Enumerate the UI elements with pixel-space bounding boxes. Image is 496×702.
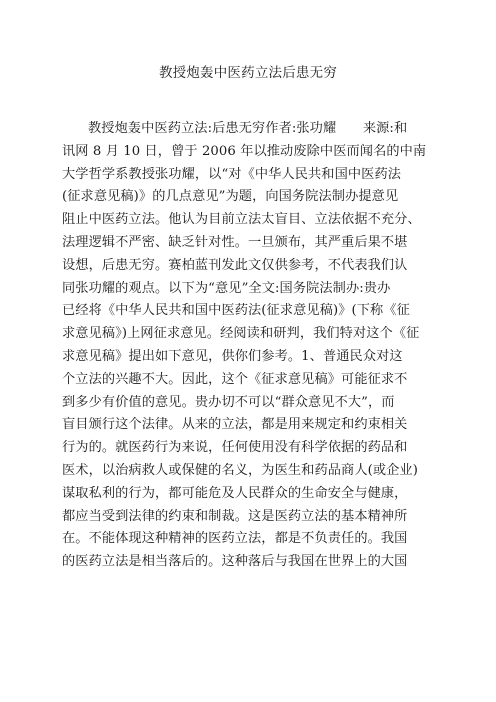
body-line: 法理逻辑不严密、缺乏针对性。一旦颁布，其严重后果不堪: [62, 234, 408, 250]
body-line: 已经将《中华人民共和国中医药法(征求意见稿)》(下称《征: [62, 303, 410, 319]
body-line: 大学哲学系教授张功耀，以“对《中华人民共和国中医药法: [62, 166, 402, 182]
body-line: 求意见稿》提出如下意见，供你们参考。1、普通民众对这: [62, 348, 403, 364]
body-line: 教授炮轰中医药立法:后患无穷作者:张功耀 来源:和: [88, 121, 408, 136]
body-line: 医术，以治病救人或保健的名义，为医生和药品商人(或企业): [62, 462, 418, 478]
body-line: 谋取私利的行为，都可能危及人民群众的生命安全与健康，: [62, 485, 408, 501]
document-body: [62, 118, 442, 574]
body-line: 行为的。就医药行为来说，任何使用没有科学依据的药品和: [62, 440, 408, 456]
body-line: 在。不能体现这种精神的医药立法，都是不负责任的。我国: [62, 531, 408, 547]
body-line: 同张功耀的观点。以下为“意见”全文:国务院法制办:贵办: [62, 280, 391, 296]
body-line: 到多少有价值的意见。贵办切不可以“群众意见不大”，而: [62, 394, 395, 410]
document-title: 教授炮轰中医药立法后患无穷: [158, 65, 338, 81]
body-line: 求意见稿》)上网征求意见。经阅读和研判，我们特对这个《征: [62, 326, 420, 342]
body-line: 个立法的兴趣不大。因此，这个《征求意见稿》可能征求不: [62, 371, 408, 387]
body-line: 的医药立法是相当落后的。这种落后与我国在世界上的大国: [62, 554, 408, 570]
body-line: 都应当受到法律的约束和制裁。这是医药立法的基本精神所: [62, 508, 408, 524]
body-line: 阻止中医药立法。他认为目前立法太盲目、立法依据不充分、: [62, 212, 421, 228]
body-line: 设想，后患无穷。赛柏蓝刊发此文仅供参考，不代表我们认: [62, 257, 408, 273]
body-line: 盲目颁行这个法律。从来的立法，都是用来规定和约束相关: [62, 417, 408, 433]
body-line: 讯网 8 月 10 日，曾于 2006 年以推动废除中医而闻名的中南: [62, 143, 427, 159]
body-line: (征求意见稿)》的几点意见”为题，向国务院法制办提意见: [62, 189, 399, 205]
